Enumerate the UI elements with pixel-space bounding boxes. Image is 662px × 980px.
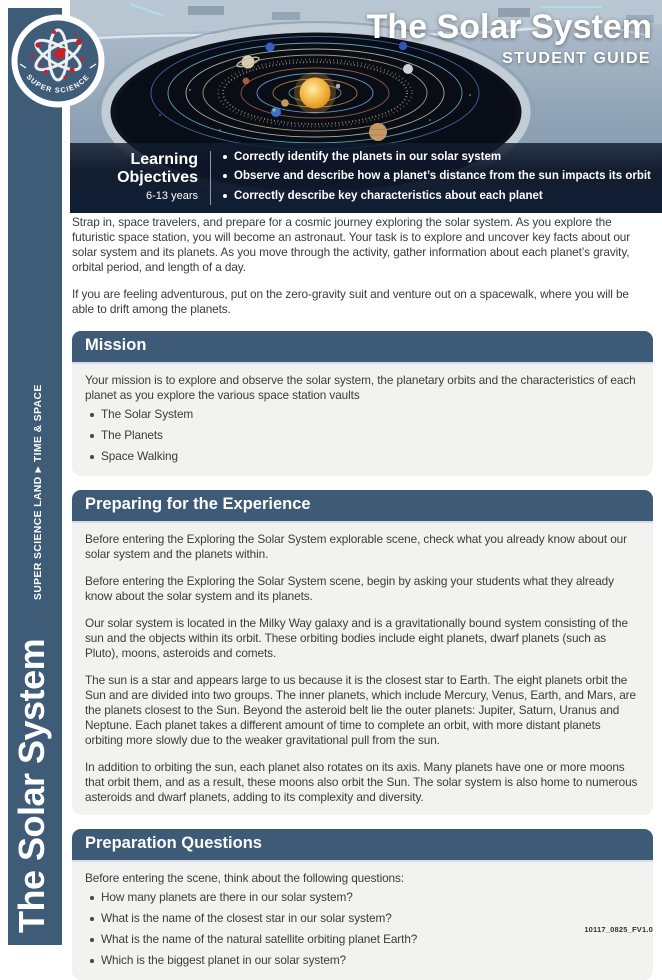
objective-item: Observe and describe how a planet’s distance from the sun impacts its orbit <box>221 169 656 183</box>
sun <box>300 78 331 109</box>
section-paragraph: Before entering the Exploring the Solar System explorable scene, check what you already know about our solar system and the planets within. <box>85 532 627 561</box>
section-header: Preparation Questions <box>72 829 653 862</box>
hero-banner <box>70 0 662 213</box>
section-paragraph: The sun is a star and appears large to us because it is the closest star to Earth. The eight planets orbit the Sun and are divided into two groups. The inner planets, which include Mercury, Venus, Earth, and Mars, are the planets closest to the Sun. Beyond the asteroid belt lie the outer planets: Jupiter, Saturn, Uranus and Neptune. Each planet takes a different amount of time to complete an orbit, with more distant planets orbiting more slowly due to the weaker gravitational pull from the sun. <box>85 673 636 747</box>
section-preparation-questions <box>72 829 653 980</box>
section-preparing <box>72 490 653 815</box>
main-content <box>72 215 653 980</box>
section-paragraph: Before entering the Exploring the Solar System scene, begin by asking your students what they already know about the solar system and its planets. <box>85 574 614 603</box>
section-header: Preparing for the Experience <box>72 490 653 523</box>
section-body <box>72 862 653 980</box>
logo-brand-text: SUPER SCIENCE <box>24 72 92 95</box>
list-item: How many planets are there in our solar system? <box>85 890 640 905</box>
series-name: SUPER SCIENCE LAND <box>33 476 44 600</box>
section-paragraph: Your mission is to explore and observe the solar system, the planetary orbits and the characteristics of each planet as you explore the various space station vaults <box>85 373 636 402</box>
document-code: 10117_0825_FV1.0 <box>584 925 653 934</box>
objective-item: Correctly describe key characteristics about each planet <box>221 189 656 203</box>
section-paragraph: In addition to orbiting the sun, each planet also rotates on its axis. Many planets have one or more moons that orbit them, and as a result, these moons also orbit the Sun. The solar system is also home to numerous asteroids and dwarf planets, adding to its complexity and diversity. <box>85 760 638 804</box>
super-science-logo <box>11 14 105 108</box>
page-title: The Solar System <box>366 8 652 46</box>
section-body <box>72 364 653 476</box>
section-mission <box>72 331 653 476</box>
questions-list <box>85 890 640 968</box>
section-body <box>72 523 653 815</box>
objective-item: Correctly identify the planets in our solar system <box>221 150 656 164</box>
intro-paragraph: If you are feeling adventurous, put on the zero-gravity suit and venture out on a spacewalk, where you will be able to drift among the planets. <box>72 287 629 316</box>
vertical-divider <box>210 151 211 205</box>
list-item: The Planets <box>85 428 640 443</box>
sidebar-series-label <box>33 384 44 600</box>
learning-objectives-title: Learning Objectives <box>117 151 198 187</box>
intro-paragraph: Strap in, space travelers, and prepare for a cosmic journey exploring the solar system. As you explore the futuristic space station, you will become an astronaut. Your task is to explore and uncover key facts about our solar system and its planets. As you move through the activity, gather information about each planet’s gravity, orbital period, and length of a day. <box>72 215 631 274</box>
list-item: Space Walking <box>85 449 640 464</box>
learning-objectives-bar <box>70 143 662 213</box>
section-paragraph: Before entering the scene, think about the following questions: <box>85 871 404 885</box>
list-item: What is the name of the closest star in our solar system? <box>85 911 640 926</box>
category-name: TIME & SPACE <box>33 384 44 463</box>
section-header: Mission <box>72 331 653 364</box>
mission-list <box>85 407 640 464</box>
page-subtitle: STUDENT GUIDE <box>502 50 651 67</box>
list-item: What is the name of the natural satellite orbiting planet Earth? <box>85 932 640 947</box>
list-item: The Solar System <box>85 407 640 422</box>
sidebar-vertical-title: The Solar System <box>11 638 52 933</box>
triangle-separator-icon: ▶ <box>33 466 42 473</box>
learning-objectives-list <box>221 143 662 213</box>
list-item: Which is the biggest planet in our solar system? <box>85 953 640 968</box>
age-range-label: 6-13 years <box>146 189 198 202</box>
section-paragraph: Our solar system is located in the Milky Way galaxy and is a gravitationally bound system consisting of the sun and the objects within its orbit. These orbiting bodies include eight planets, dwarf planets (such as Pluto), moons, asteroids and comets. <box>85 616 628 660</box>
